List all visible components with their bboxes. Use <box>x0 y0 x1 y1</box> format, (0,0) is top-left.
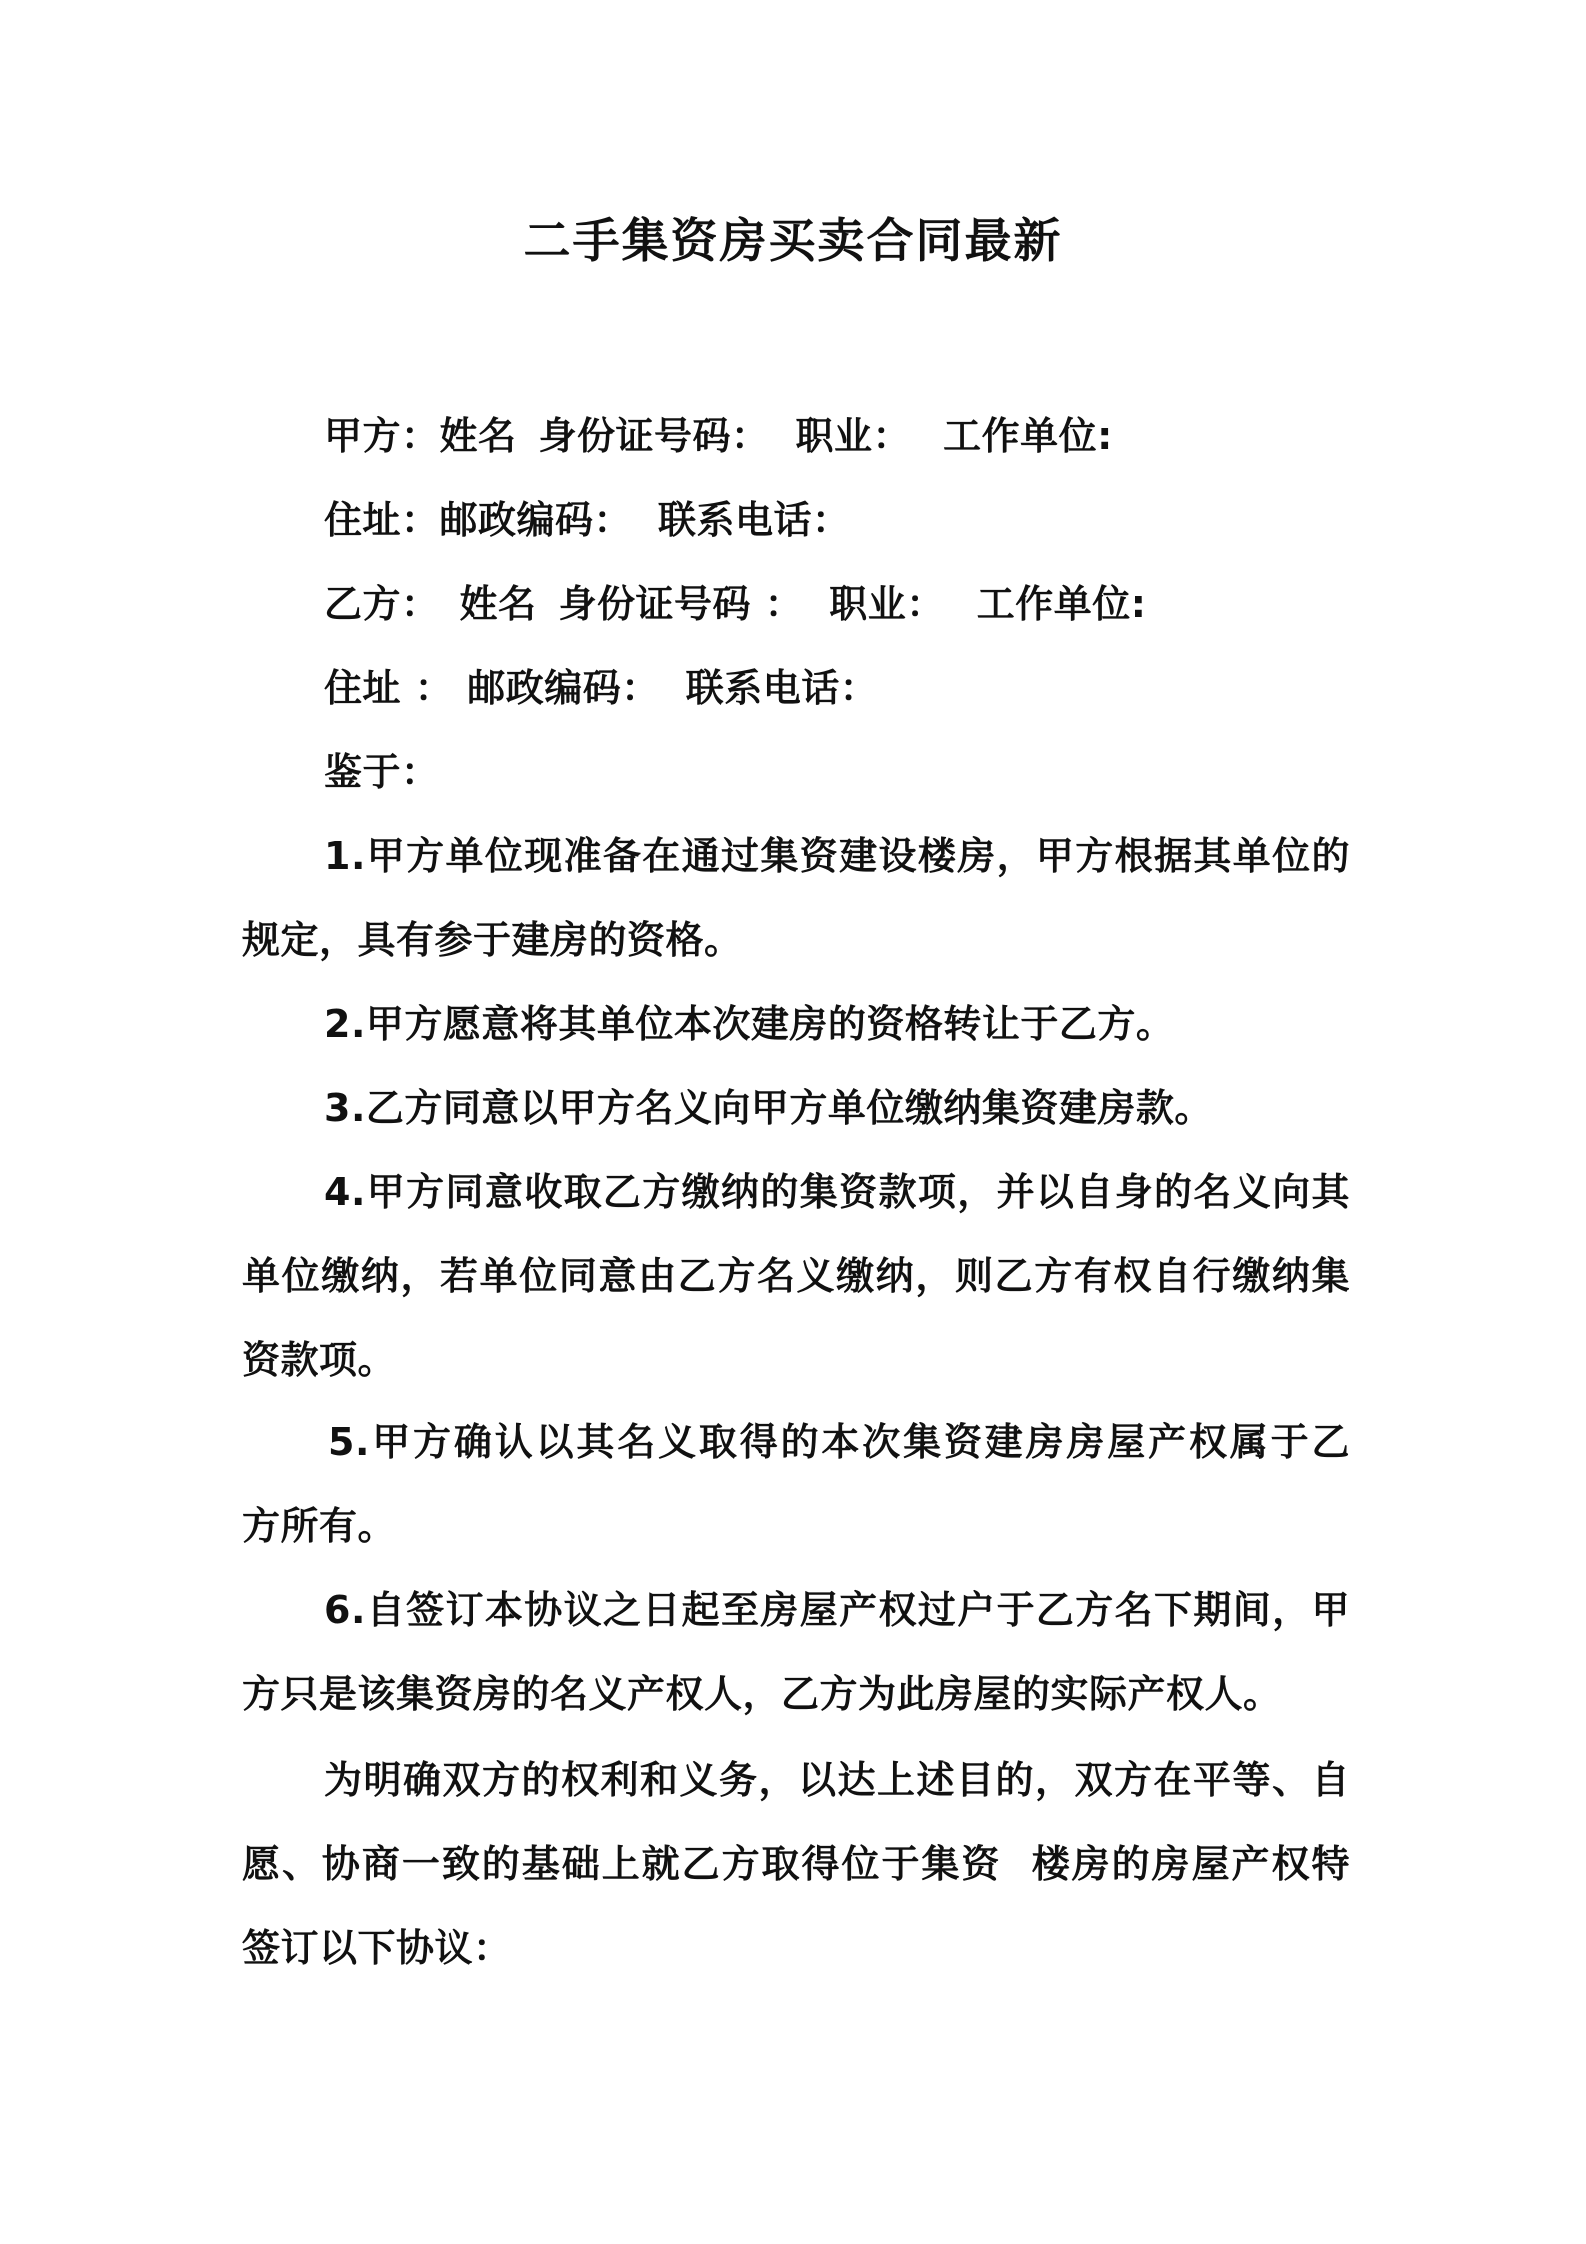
clause-4-line-3: 资款项。 <box>242 1338 397 1382</box>
document-title: 二手集资房买卖合同最新 <box>523 214 1063 269</box>
party-a-job-field: 职业： <box>795 414 912 458</box>
party-a-phone-field: 联系电话： <box>658 498 851 542</box>
party-b-id-field: 身份证号码 ： <box>558 582 804 626</box>
party-a-id-field: 身份证号码： <box>538 414 770 458</box>
clause-1-line-1: 1.甲方单位现准备在通过集资建设楼房，甲方根据其单位的 <box>324 834 1350 878</box>
party-a-address-field: 住址： <box>324 498 440 542</box>
whereas-heading: 鉴于： <box>324 750 440 794</box>
clause-5-line-1: 5.甲方确认以其名义取得的本次集资建房房屋产权属于乙 <box>328 1420 1350 1464</box>
party-a-contact-line <box>324 492 851 548</box>
party-b-phone-field: 联系电话： <box>685 666 879 710</box>
party-a-postcode-field: 邮政编码： <box>439 498 633 542</box>
clause-6-line-2: 方只是该集资房的名义产权人，乙方为此房屋的实际产权人。 <box>242 1672 1282 1716</box>
closing-line-3: 签订以下协议： <box>242 1926 512 1970</box>
closing-line-1: 为明确双方的权利和义务，以达上述目的，双方在平等、自 <box>324 1758 1350 1802</box>
party-b-address-field: 住址 ： <box>324 666 454 710</box>
clause-3-line-1: 3.乙方同意以甲方名义向甲方单位缴纳集资建房款。 <box>324 1086 1213 1130</box>
closing-line-2: 愿、协商一致的基础上就乙方取得位于集资 楼房的房屋产权特 <box>242 1842 1350 1886</box>
clause-6-line-1: 6.自签订本协议之日起至房屋产权过户于乙方名下期间，甲 <box>324 1588 1350 1632</box>
party-a-label: 甲方： <box>324 414 440 458</box>
party-a-name-field: 姓名 <box>439 414 517 458</box>
party-a-workplace-field: 工作单位: <box>943 414 1113 458</box>
party-b-name-field: 姓名 <box>459 582 537 626</box>
party-b-postcode-field: 邮政编码： <box>467 666 660 710</box>
party-b-job-field: 职业： <box>829 582 945 626</box>
party-b-info-line <box>324 576 1146 632</box>
clause-4-line-1: 4.甲方同意收取乙方缴纳的集资款项，并以自身的名义向其 <box>324 1170 1350 1214</box>
party-b-contact-line <box>324 660 878 716</box>
clause-4-line-2: 单位缴纳，若单位同意由乙方名义缴纳，则乙方有权自行缴纳集 <box>242 1254 1350 1298</box>
clause-1-line-2: 规定，具有参于建房的资格。 <box>242 918 743 962</box>
clause-2-line-1: 2.甲方愿意将其单位本次建房的资格转让于乙方。 <box>324 1002 1175 1046</box>
party-b-label: 乙方： <box>324 582 440 626</box>
party-b-workplace-field: 工作单位: <box>976 582 1147 626</box>
clause-5-line-2: 方所有。 <box>242 1504 397 1548</box>
party-a-info-line <box>324 408 1113 464</box>
